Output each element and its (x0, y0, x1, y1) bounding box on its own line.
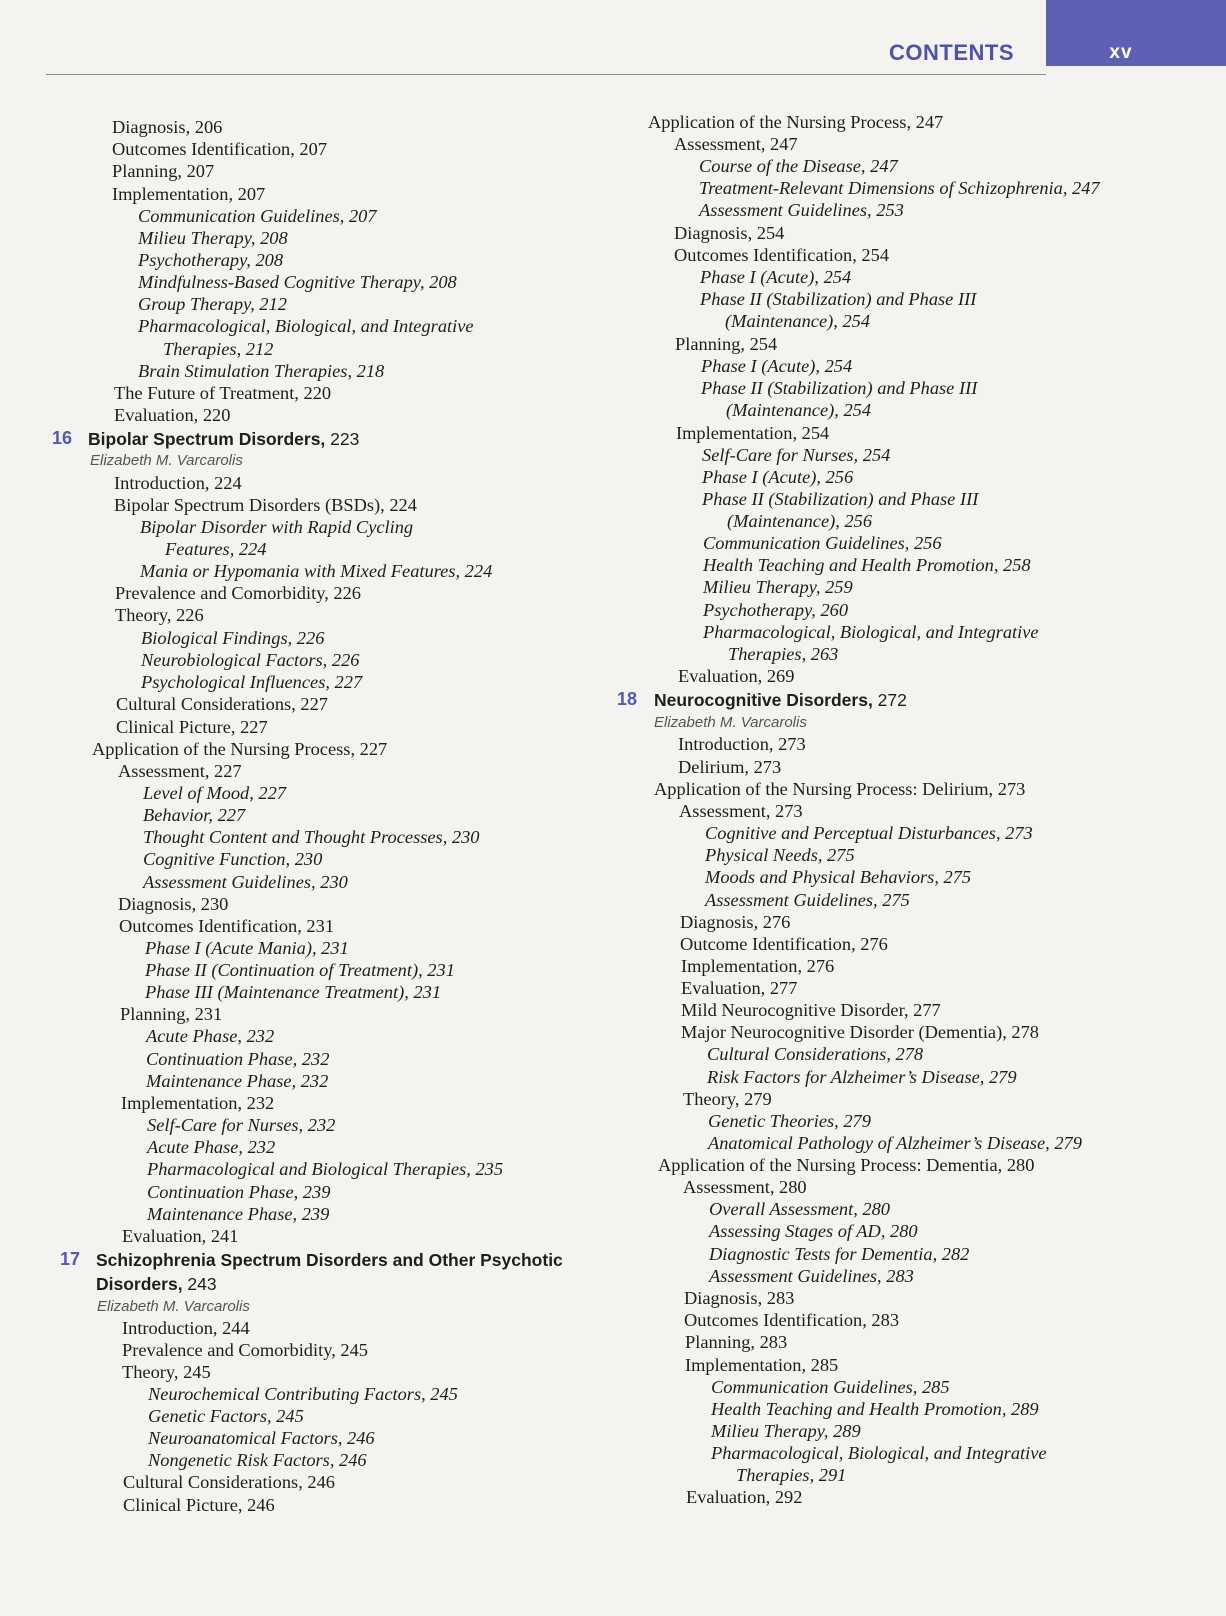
toc-subentry[interactable]: Communication Guidelines, 207 (138, 206, 377, 226)
toc-subentry[interactable]: Therapies, 212 (163, 339, 274, 359)
toc-entry[interactable]: Prevalence and Comorbidity, 245 (122, 1340, 369, 1360)
chapter-title[interactable] (96, 1249, 563, 1271)
toc-entry[interactable]: Implementation, 254 (676, 423, 830, 443)
toc-subentry[interactable]: Moods and Physical Behaviors, 275 (705, 867, 972, 887)
toc-entry[interactable]: Outcomes Identification, 254 (674, 245, 890, 265)
toc-subentry[interactable]: (Maintenance), 254 (725, 311, 871, 331)
toc-subentry[interactable]: Acute Phase, 232 (146, 1026, 275, 1046)
toc-entry[interactable]: Mild Neurocognitive Disorder, 277 (681, 1000, 941, 1020)
toc-subentry[interactable]: Cognitive Function, 230 (143, 849, 323, 869)
toc-entry[interactable]: Diagnosis, 276 (680, 912, 791, 932)
toc-entry[interactable]: Planning, 207 (112, 161, 215, 181)
toc-subentry[interactable]: Pharmacological, Biological, and Integrative (703, 622, 1039, 642)
toc-entry[interactable]: Assessment, 273 (679, 801, 803, 821)
toc-entry[interactable]: Assessment, 227 (118, 761, 242, 781)
toc-subentry[interactable]: Treatment-Relevant Dimensions of Schizophrenia, 247 (699, 178, 1100, 198)
chapter-title-text: Neurocognitive Disorders, (654, 690, 873, 710)
toc-subentry[interactable]: Psychotherapy, 260 (703, 600, 849, 620)
toc-subentry[interactable]: Diagnostic Tests for Dementia, 282 (709, 1244, 970, 1264)
toc-subentry[interactable]: Psychological Influences, 227 (141, 672, 363, 692)
toc-subentry[interactable]: Genetic Factors, 245 (148, 1406, 304, 1426)
toc-subentry[interactable]: Biological Findings, 226 (141, 628, 325, 648)
toc-subentry[interactable]: Neuroanatomical Factors, 246 (148, 1428, 375, 1448)
toc-subentry[interactable]: Phase II (Stabilization) and Phase III (700, 289, 977, 309)
chapter-title-text: Schizophrenia Spectrum Disorders and Other Psychotic (96, 1250, 563, 1270)
toc-subentry[interactable]: Assessment Guidelines, 253 (699, 200, 904, 220)
toc-entry[interactable]: Implementation, 285 (685, 1355, 839, 1375)
toc-entry[interactable]: Cultural Considerations, 227 (116, 694, 328, 714)
toc-subentry[interactable]: Neurochemical Contributing Factors, 245 (148, 1384, 458, 1404)
toc-subentry[interactable]: Milieu Therapy, 208 (138, 228, 288, 248)
toc-entry[interactable]: Assessment, 280 (683, 1177, 807, 1197)
toc-entry[interactable]: The Future of Treatment, 220 (114, 383, 332, 403)
chapter-page: 243 (182, 1274, 217, 1294)
toc-subentry[interactable]: Brain Stimulation Therapies, 218 (138, 361, 385, 381)
toc-subentry[interactable]: Anatomical Pathology of Alzheimer’s Disease, 279 (708, 1133, 1082, 1153)
toc-subentry[interactable]: Assessment Guidelines, 275 (705, 890, 910, 910)
toc-entry[interactable]: Assessment, 247 (674, 134, 798, 154)
toc-subentry[interactable]: Continuation Phase, 232 (146, 1049, 330, 1069)
chapter-title-text: Disorders, (96, 1274, 183, 1294)
toc-entry[interactable]: Delirium, 273 (678, 757, 782, 777)
toc-subentry[interactable]: Cultural Considerations, 278 (707, 1044, 924, 1064)
chapter-author: Elizabeth M. Varcarolis (654, 714, 807, 731)
chapter-number: 16 (52, 428, 73, 448)
chapter-number: 17 (60, 1249, 81, 1269)
toc-entry[interactable]: Planning, 254 (675, 334, 778, 354)
chapter-page: 272 (872, 690, 907, 710)
toc-subentry[interactable]: Phase I (Acute), 254 (700, 267, 852, 287)
chapter-title[interactable] (96, 1273, 217, 1295)
page-number: xv (1109, 42, 1133, 63)
toc-subentry[interactable]: Features, 224 (165, 539, 267, 559)
chapter-page: 223 (325, 429, 360, 449)
toc-subentry[interactable]: Mindfulness-Based Cognitive Therapy, 208 (138, 272, 457, 292)
toc-subentry[interactable]: Phase II (Stabilization) and Phase III (701, 378, 978, 398)
toc-entry[interactable]: Diagnosis, 254 (674, 223, 785, 243)
toc-entry[interactable]: Implementation, 276 (681, 956, 835, 976)
toc-entry[interactable]: Prevalence and Comorbidity, 226 (115, 583, 362, 603)
running-header-title: CONTENTS (889, 40, 1014, 65)
toc-subentry[interactable]: Phase I (Acute), 256 (702, 467, 854, 487)
toc-subentry[interactable]: Level of Mood, 227 (143, 783, 287, 803)
toc-entry[interactable]: Evaluation, 269 (678, 666, 795, 686)
toc-subentry[interactable]: Therapies, 291 (736, 1465, 847, 1485)
toc-entry[interactable]: Diagnosis, 230 (118, 894, 229, 914)
toc-subentry[interactable]: Milieu Therapy, 289 (711, 1421, 861, 1441)
toc-subentry[interactable]: Nongenetic Risk Factors, 246 (148, 1450, 367, 1470)
toc-entry[interactable]: Evaluation, 241 (122, 1226, 239, 1246)
chapter-title[interactable] (88, 428, 359, 450)
toc-subentry[interactable]: Maintenance Phase, 232 (146, 1071, 329, 1091)
toc-entry[interactable]: Theory, 245 (122, 1362, 211, 1382)
toc-entry[interactable]: Application of the Nursing Process, 227 (92, 739, 388, 759)
toc-subentry[interactable]: Thought Content and Thought Processes, 230 (143, 827, 480, 847)
chapter-title-text: Bipolar Spectrum Disorders, (88, 429, 326, 449)
toc-entry[interactable]: Cultural Considerations, 246 (123, 1472, 335, 1492)
chapter-author: Elizabeth M. Varcarolis (90, 452, 243, 469)
toc-entry[interactable]: Introduction, 244 (122, 1318, 250, 1338)
toc-subentry[interactable]: Therapies, 263 (728, 644, 839, 664)
toc-entry[interactable]: Application of the Nursing Process: Delirium, 273 (654, 779, 1026, 799)
header-rule (46, 74, 1046, 75)
toc-entry[interactable]: Diagnosis, 283 (684, 1288, 795, 1308)
toc-entry[interactable]: Clinical Picture, 227 (116, 717, 268, 737)
toc-entry[interactable]: Theory, 226 (115, 605, 204, 625)
toc-entry[interactable]: Outcomes Identification, 231 (119, 916, 335, 936)
toc-subentry[interactable]: Acute Phase, 232 (147, 1137, 276, 1157)
toc-subentry[interactable]: Pharmacological, Biological, and Integrative (138, 316, 474, 336)
toc-entry[interactable]: Application of the Nursing Process, 247 (648, 112, 944, 132)
toc-entry[interactable]: Implementation, 207 (112, 184, 266, 204)
chapter-author: Elizabeth M. Varcarolis (97, 1298, 250, 1315)
toc-subentry[interactable]: Course of the Disease, 247 (699, 156, 898, 176)
toc-entry[interactable]: Outcome Identification, 276 (680, 934, 888, 954)
toc-entry[interactable]: Implementation, 232 (121, 1093, 275, 1113)
chapter-title[interactable] (654, 689, 907, 711)
toc-subentry[interactable]: Risk Factors for Alzheimer’s Disease, 279 (707, 1067, 1017, 1087)
toc-subentry[interactable]: Phase I (Acute Mania), 231 (145, 938, 349, 958)
toc-subentry[interactable]: Phase II (Stabilization) and Phase III (702, 489, 979, 509)
toc-entry[interactable]: Outcomes Identification, 207 (112, 139, 328, 159)
toc-subentry[interactable]: Communication Guidelines, 256 (703, 533, 942, 553)
toc-subentry[interactable]: Pharmacological and Biological Therapies, 235 (147, 1159, 504, 1179)
toc-subentry[interactable]: Phase III (Maintenance Treatment), 231 (145, 982, 442, 1002)
toc-entry[interactable]: Introduction, 273 (678, 734, 806, 754)
toc-subentry[interactable]: Self-Care for Nurses, 254 (702, 445, 891, 465)
toc-subentry[interactable]: Mania or Hypomania with Mixed Features, 224 (140, 561, 493, 581)
toc-entry[interactable]: Application of the Nursing Process: Dementia, 280 (658, 1155, 1035, 1175)
toc-subentry[interactable]: Genetic Theories, 279 (708, 1111, 871, 1131)
toc-subentry[interactable]: Cognitive and Perceptual Disturbances, 273 (705, 823, 1033, 843)
toc-entry[interactable]: Outcomes Identification, 283 (684, 1310, 900, 1330)
toc-subentry[interactable]: Bipolar Disorder with Rapid Cycling (140, 517, 414, 537)
toc-entry[interactable]: Theory, 279 (683, 1089, 772, 1109)
toc-subentry[interactable]: Phase II (Continuation of Treatment), 231 (145, 960, 455, 980)
toc-entry[interactable]: Evaluation, 220 (114, 405, 231, 425)
toc-entry[interactable]: Planning, 283 (685, 1332, 788, 1352)
toc-entry[interactable]: Major Neurocognitive Disorder (Dementia), 278 (681, 1022, 1039, 1042)
toc-entry[interactable]: Evaluation, 277 (681, 978, 798, 998)
toc-entry[interactable]: Introduction, 224 (114, 473, 242, 493)
toc-subentry[interactable]: Self-Care for Nurses, 232 (147, 1115, 336, 1135)
toc-entry[interactable]: Planning, 231 (120, 1004, 223, 1024)
toc-subentry[interactable]: Behavior, 227 (143, 805, 246, 825)
toc-entry[interactable]: Evaluation, 292 (686, 1487, 803, 1507)
toc-subentry[interactable]: (Maintenance), 254 (726, 400, 872, 420)
toc-subentry[interactable]: Continuation Phase, 239 (147, 1182, 331, 1202)
toc-subentry[interactable]: Assessing Stages of AD, 280 (709, 1221, 918, 1241)
toc-subentry[interactable]: Communication Guidelines, 285 (711, 1377, 950, 1397)
toc-subentry[interactable]: Milieu Therapy, 259 (703, 577, 853, 597)
toc-entry[interactable]: Bipolar Spectrum Disorders (BSDs), 224 (114, 495, 417, 515)
toc-subentry[interactable]: Psychotherapy, 208 (138, 250, 284, 270)
toc-subentry[interactable]: Neurobiological Factors, 226 (141, 650, 360, 670)
toc-subentry[interactable]: Group Therapy, 212 (138, 294, 288, 314)
toc-subentry[interactable]: Maintenance Phase, 239 (147, 1204, 330, 1224)
toc-subentry[interactable]: Pharmacological, Biological, and Integrative (711, 1443, 1047, 1463)
toc-entry[interactable]: Clinical Picture, 246 (123, 1495, 275, 1515)
toc-entry[interactable]: Diagnosis, 206 (112, 117, 223, 137)
toc-subentry[interactable]: Phase I (Acute), 254 (701, 356, 853, 376)
toc-subentry[interactable]: Physical Needs, 275 (705, 845, 855, 865)
toc-subentry[interactable]: (Maintenance), 256 (727, 511, 873, 531)
chapter-number: 18 (617, 689, 638, 709)
toc-subentry[interactable]: Assessment Guidelines, 283 (709, 1266, 914, 1286)
toc-subentry[interactable]: Assessment Guidelines, 230 (143, 872, 348, 892)
toc-subentry[interactable]: Overall Assessment, 280 (709, 1199, 890, 1219)
toc-subentry[interactable]: Health Teaching and Health Promotion, 258 (703, 555, 1031, 575)
toc-subentry[interactable]: Health Teaching and Health Promotion, 289 (711, 1399, 1039, 1419)
